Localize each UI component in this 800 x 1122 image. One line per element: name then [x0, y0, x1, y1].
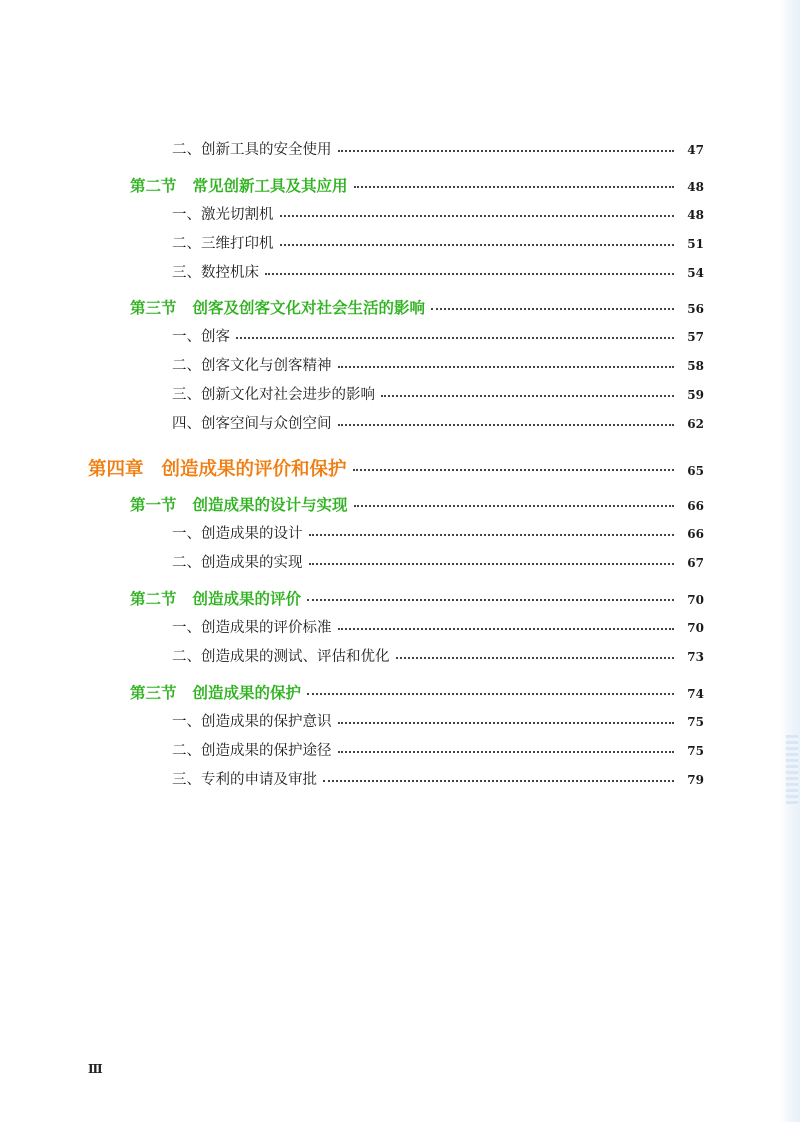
toc-entry-text: 创造成果的设计与实现: [192, 495, 348, 514]
dot-leader: [338, 366, 675, 368]
dot-leader: [338, 751, 675, 753]
page-edge: [780, 0, 800, 1122]
dot-leader: [323, 780, 674, 782]
toc-entry-text: 创造成果的评价和保护: [161, 459, 347, 480]
dot-leader: [338, 722, 675, 724]
toc-entry-text: 一、激光切割机: [172, 207, 274, 223]
toc-page-number: 79: [687, 773, 704, 787]
toc-subsection-entry[interactable]: [172, 232, 704, 253]
toc-subsection-entry[interactable]: [172, 203, 704, 224]
toc-entry-text: 创造成果的评价: [192, 589, 302, 608]
toc-chapter-entry[interactable]: [88, 455, 704, 481]
dot-leader: [354, 505, 674, 507]
toc-page-number: 57: [687, 330, 704, 344]
toc-subsection-entry[interactable]: [172, 768, 704, 789]
toc-entry-text: 二、创客文化与创客精神: [172, 358, 332, 374]
toc-entry-text: 一、创造成果的保护意识: [172, 714, 332, 730]
toc-entry-text: 一、创客: [172, 329, 230, 345]
toc-entry-title: [172, 739, 332, 760]
dot-leader: [338, 424, 675, 426]
dot-leader: [309, 563, 675, 565]
toc-page-number: 74: [687, 687, 704, 701]
toc-entry-number: 第三节: [130, 298, 177, 317]
dot-leader: [236, 337, 674, 339]
toc-page-number: 54: [687, 266, 704, 280]
toc-page-number: 48: [687, 180, 704, 194]
toc-entry-number: 第四章: [88, 459, 144, 480]
edge-scan-mark: [786, 735, 798, 805]
toc-entry-title: [130, 174, 348, 196]
toc-entry-text: 一、创造成果的设计: [172, 526, 303, 542]
dot-leader: [309, 534, 675, 536]
toc-entry-text: 二、创造成果的实现: [172, 555, 303, 571]
toc-subsection-entry[interactable]: [172, 354, 704, 375]
toc-section-entry[interactable]: [130, 493, 704, 515]
toc-entry-title: [172, 522, 303, 543]
toc-page-number: 70: [687, 621, 704, 635]
toc-entry-text: 二、三维打印机: [172, 236, 274, 252]
toc-page-number: 73: [687, 650, 704, 664]
toc-page-number: 58: [687, 359, 704, 373]
toc-entry-title: [172, 354, 332, 375]
toc-subsection-entry[interactable]: [172, 261, 704, 282]
toc-section-entry[interactable]: [130, 296, 704, 318]
toc-entry-title: [172, 261, 259, 282]
toc-entry-title: [88, 455, 347, 481]
toc-page-number: 70: [687, 593, 704, 607]
toc-entry-title: [172, 616, 332, 637]
dot-leader: [354, 186, 674, 188]
toc-subsection-entry[interactable]: [172, 551, 704, 572]
toc-entry-text: 三、创新文化对社会进步的影响: [172, 387, 375, 403]
toc-entry-title: [172, 232, 274, 253]
toc-section-entry[interactable]: [130, 681, 704, 703]
toc-page-number: 67: [687, 556, 704, 570]
dot-leader: [396, 657, 675, 659]
toc-page-number: 56: [687, 302, 704, 316]
toc-subsection-entry[interactable]: [172, 739, 704, 760]
dot-leader: [353, 469, 674, 471]
toc-entry-text: 四、创客空间与众创空间: [172, 416, 332, 432]
toc-entry-title: [172, 383, 375, 404]
toc-entry-number: 第二节: [130, 589, 177, 608]
toc-subsection-entry[interactable]: [172, 616, 704, 637]
toc-entry-title: [130, 493, 348, 515]
toc-entry-title: [130, 681, 301, 703]
toc-page-number: 47: [687, 143, 704, 157]
toc-subsection-entry[interactable]: [172, 138, 704, 159]
toc-entry-title: [172, 138, 332, 159]
dot-leader: [381, 395, 674, 397]
dot-leader: [280, 244, 675, 246]
toc-entry-title: [172, 325, 230, 346]
toc-page-number: 75: [687, 715, 704, 729]
dot-leader: [307, 693, 674, 695]
toc-entry-text: 三、数控机床: [172, 265, 259, 281]
toc-page-number: 66: [687, 527, 704, 541]
toc-entry-title: [172, 768, 317, 789]
dot-leader: [338, 150, 675, 152]
toc-subsection-entry[interactable]: [172, 325, 704, 346]
toc-entry-text: 创造成果的保护: [192, 683, 302, 702]
toc-entry-title: [172, 710, 332, 731]
toc-entry-number: 第三节: [130, 683, 177, 702]
dot-leader: [431, 308, 674, 310]
toc-page-number: 51: [687, 237, 704, 251]
dot-leader: [265, 273, 674, 275]
toc-section-entry[interactable]: [130, 174, 704, 196]
toc-entry-text: 常见创新工具及其应用: [192, 176, 348, 195]
toc-page-number: 62: [687, 417, 704, 431]
toc-entry-text: 三、专利的申请及审批: [172, 772, 317, 788]
toc-entry-title: [172, 203, 274, 224]
toc-entry-text: 创客及创客文化对社会生活的影响: [192, 298, 426, 317]
toc-subsection-entry[interactable]: [172, 522, 704, 543]
toc-entry-text: 二、创造成果的测试、评估和优化: [172, 649, 390, 665]
dot-leader: [338, 628, 675, 630]
page-folio: Ⅲ: [88, 1062, 103, 1076]
toc-entry-number: 第二节: [130, 176, 177, 195]
toc-subsection-entry[interactable]: [172, 383, 704, 404]
toc-entry-number: 第一节: [130, 495, 177, 514]
toc-entry-title: [130, 587, 301, 609]
toc-section-entry[interactable]: [130, 587, 704, 609]
toc-entry-text: 二、创新工具的安全使用: [172, 142, 332, 158]
toc-page-number: 59: [687, 388, 704, 402]
dot-leader: [280, 215, 675, 217]
toc-entry-title: [130, 296, 425, 318]
toc-entry-text: 二、创造成果的保护途径: [172, 743, 332, 759]
toc-page-number: 48: [687, 208, 704, 222]
toc-entry-title: [172, 645, 390, 666]
toc-subsection-entry[interactable]: [172, 645, 704, 666]
toc-page-number: 66: [687, 499, 704, 513]
toc-page-number: 75: [687, 744, 704, 758]
toc-subsection-entry[interactable]: [172, 412, 704, 433]
toc-entry-title: [172, 551, 303, 572]
dot-leader: [307, 599, 674, 601]
toc-page-number: 65: [687, 464, 704, 478]
toc-entry-title: [172, 412, 332, 433]
toc-subsection-entry[interactable]: [172, 710, 704, 731]
toc-entry-text: 一、创造成果的评价标准: [172, 620, 332, 636]
